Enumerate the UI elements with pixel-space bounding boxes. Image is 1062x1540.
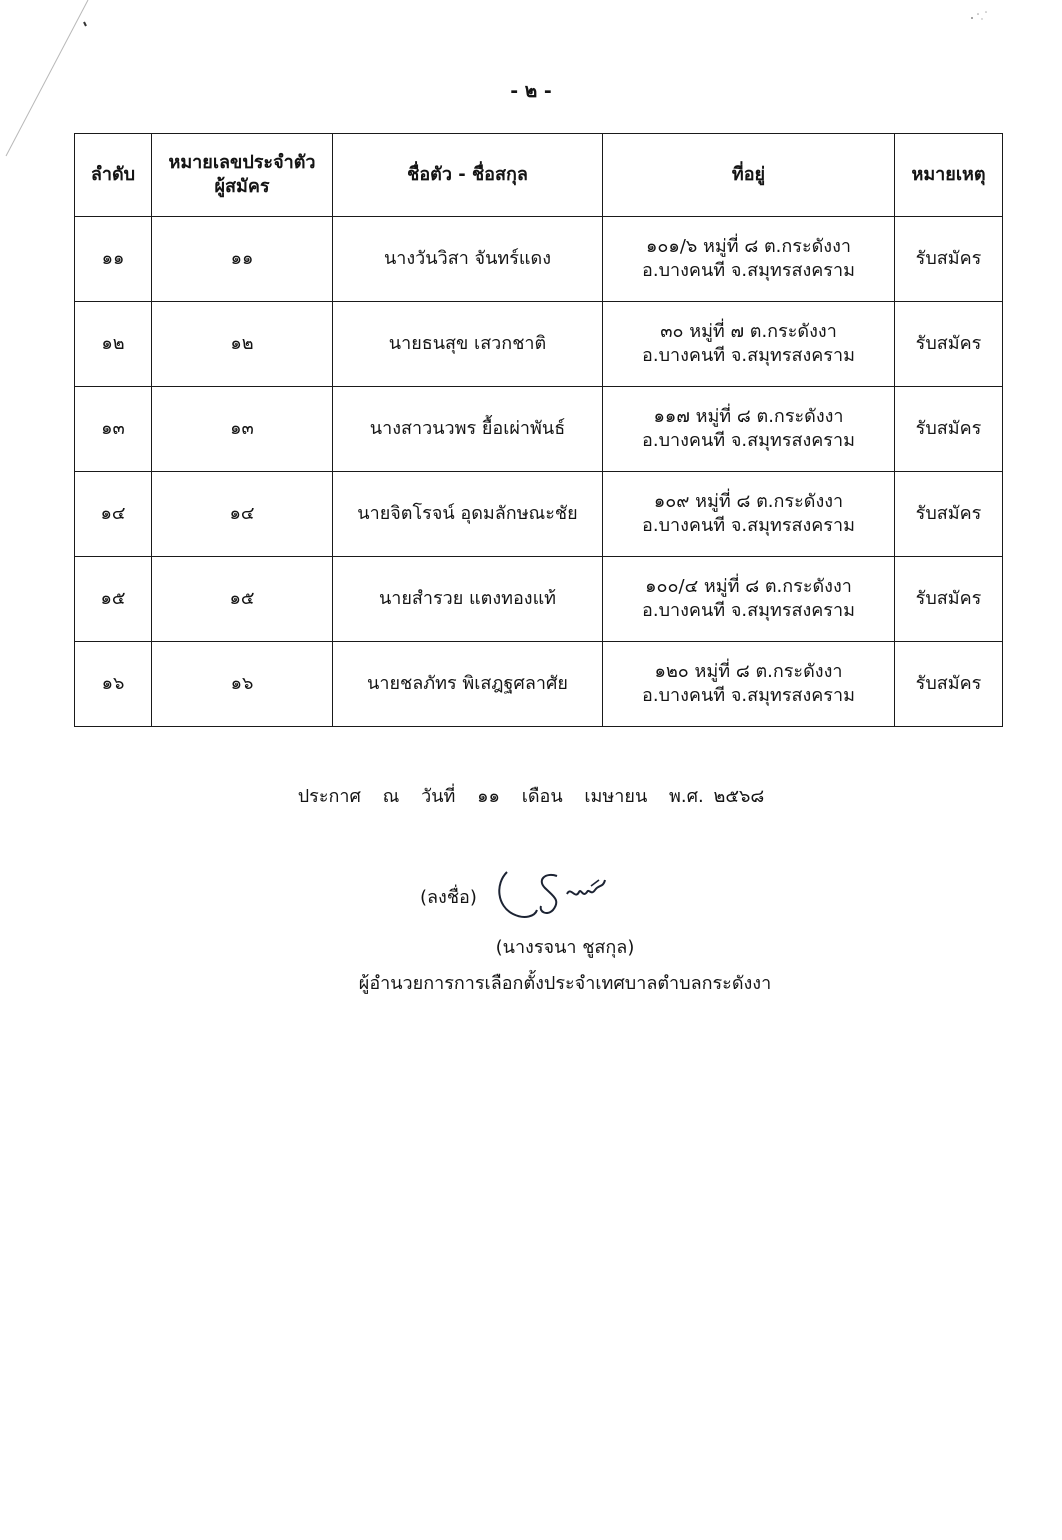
announcement-month-label: เดือน — [521, 786, 563, 807]
candidate-table — [74, 133, 1003, 727]
cell-note: รับสมัคร — [895, 217, 1003, 302]
scan-speck — [968, 8, 992, 22]
announcement-year-value: ๒๕๖๘ — [713, 786, 765, 807]
cell-name: นางสาวนวพร ยื้อเผ่าพันธ์ — [333, 387, 603, 472]
announcement-at: ณ — [382, 786, 400, 807]
address-line1: ๑๐๙ หมู่ที่ ๘ ต.กระดังงา — [653, 490, 844, 512]
signer-title: ผู้อำนวยการการเลือกตั้งประจำเทศบาลตำบลกระดังงา — [358, 973, 772, 994]
announcement-prefix: ประกาศ — [297, 786, 361, 807]
announcement-day-label: วันที่ — [421, 786, 456, 807]
address-line1: ๑๑๗ หมู่ที่ ๘ ต.กระดังงา — [653, 405, 844, 427]
address-line2: อ.บางคนที จ.สมุทรสงคราม — [642, 600, 855, 621]
header-note: หมายเหตุ — [895, 134, 1003, 217]
signature-row — [420, 866, 631, 926]
header-candidate-id — [152, 134, 333, 217]
table-row — [75, 217, 1003, 302]
announcement-day: ๑๑ — [477, 786, 500, 807]
cell-note: รับสมัคร — [895, 557, 1003, 642]
cell-candidate-id: ๑๒ — [152, 302, 333, 387]
cell-note: รับสมัคร — [895, 302, 1003, 387]
table-header-row — [75, 134, 1003, 217]
announcement-year-label: พ.ศ. — [668, 786, 704, 807]
address-line1: ๑๐๑/๖ หมู่ที่ ๘ ต.กระดังงา — [646, 235, 851, 257]
cell-seq: ๑๑ — [75, 217, 152, 302]
cell-name: นายชลภัทร พิเสฎฐศลาศัย — [333, 642, 603, 727]
cell-note: รับสมัคร — [895, 472, 1003, 557]
cell-seq: ๑๔ — [75, 472, 152, 557]
signer-name: (นางรจนา ชูสกุล) — [495, 937, 635, 958]
table-row — [75, 472, 1003, 557]
address-line2: อ.บางคนที จ.สมุทรสงคราม — [642, 685, 855, 706]
cell-name: นายธนสุข เสวกชาติ — [333, 302, 603, 387]
cell-note: รับสมัคร — [895, 387, 1003, 472]
announcement-line — [0, 781, 1062, 810]
header-id-line2: ผู้สมัคร — [214, 176, 270, 197]
announcement-month: เมษายน — [584, 786, 648, 807]
address-line2: อ.บางคนที จ.สมุทรสงคราม — [642, 345, 855, 366]
page-number: - ๒ - — [510, 80, 552, 102]
cell-candidate-id: ๑๔ — [152, 472, 333, 557]
cell-address — [603, 217, 895, 302]
header-name: ชื่อตัว - ชื่อสกุล — [333, 134, 603, 217]
header-id-line1: หมายเลขประจำตัว — [168, 151, 316, 173]
header-seq: ลำดับ — [75, 134, 152, 217]
cell-candidate-id: ๑๑ — [152, 217, 333, 302]
table-row — [75, 557, 1003, 642]
cell-seq: ๑๖ — [75, 642, 152, 727]
address-line1: ๑๒๐ หมู่ที่ ๘ ต.กระดังงา — [654, 660, 843, 682]
table-row — [75, 387, 1003, 472]
cell-name: นางวันวิสา จันทร์แดง — [333, 217, 603, 302]
header-address: ที่อยู่ — [603, 134, 895, 217]
cell-note: รับสมัคร — [895, 642, 1003, 727]
address-line1: ๑๐๐/๔ หมู่ที่ ๘ ต.กระดังงา — [645, 575, 852, 597]
cell-candidate-id: ๑๓ — [152, 387, 333, 472]
cell-seq: ๑๕ — [75, 557, 152, 642]
cell-address — [603, 472, 895, 557]
cell-candidate-id: ๑๕ — [152, 557, 333, 642]
cell-seq: ๑๓ — [75, 387, 152, 472]
signature-label: (ลงชื่อ) — [420, 886, 477, 908]
cell-name: นายสำรวย แตงทองแท้ — [333, 557, 603, 642]
address-line2: อ.บางคนที จ.สมุทรสงคราม — [642, 260, 855, 281]
cell-address — [603, 557, 895, 642]
address-line2: อ.บางคนที จ.สมุทรสงคราม — [642, 515, 855, 536]
cell-name: นายจิตโรจน์ อุดมลักษณะชัย — [333, 472, 603, 557]
announcement-year — [669, 786, 764, 807]
cell-address — [603, 642, 895, 727]
handwritten-signature — [491, 866, 631, 926]
cell-address — [603, 387, 895, 472]
cell-address — [603, 302, 895, 387]
table-row — [75, 302, 1003, 387]
table-row — [75, 642, 1003, 727]
address-line2: อ.บางคนที จ.สมุทรสงคราม — [642, 430, 855, 451]
cell-candidate-id: ๑๖ — [152, 642, 333, 727]
cell-seq: ๑๒ — [75, 302, 152, 387]
address-line1: ๓๐ หมู่ที่ ๗ ต.กระดังงา — [660, 320, 837, 342]
